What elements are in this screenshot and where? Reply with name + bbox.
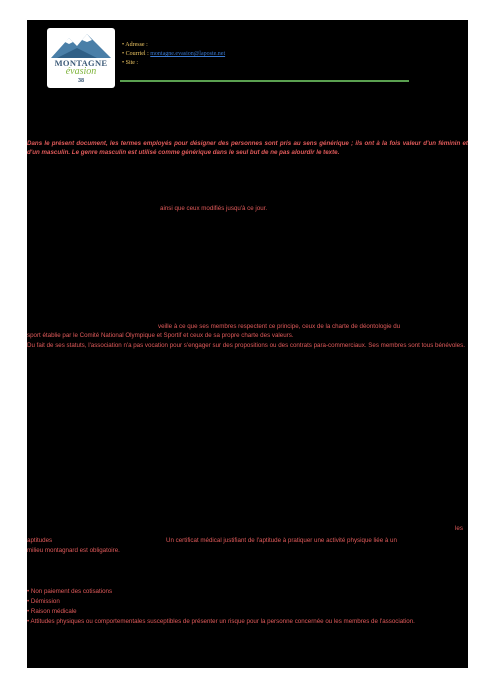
bullet-demission: • Démission [27, 598, 60, 605]
bullet-cotisations: • Non paiement des cotisations [27, 588, 113, 595]
aptitudes-text: aptitudes [27, 537, 53, 544]
contact-adresse: • Adresse : [122, 42, 148, 48]
courriel-label: • Courriel : [122, 51, 149, 57]
bullet-attitudes: • Attitudes physiques ou comportementales susceptibles de présenter un risque pour la personne concernée ou les membres de l'association. [27, 618, 415, 625]
logo-number: 38 [77, 78, 85, 84]
certificate-text: Un certificat médical justifiant de l'aptitude à pratiquer une activité physique liée à un [166, 537, 397, 544]
logo-subtitle: évasion [65, 66, 97, 77]
bullet-medical: • Raison médicale [27, 608, 77, 615]
document-page [27, 20, 468, 668]
ethics-line-1: veille à ce que ses membres respectent ce principe, ceux de la charte de déontologie du [158, 323, 401, 330]
header-rule [120, 80, 409, 82]
courriel-link[interactable]: montagne.evasion@laposte.net [150, 51, 226, 57]
ethics-line-2: sport établie par le Comité National Olympique et Sportif et ceux de sa propre charte des valeurs. [27, 332, 294, 339]
mountain-icon [47, 28, 115, 60]
montagne-evasion-logo [47, 28, 115, 88]
contact-site: • Site : [122, 60, 139, 66]
les-text: les [455, 525, 463, 532]
contact-courriel [122, 51, 225, 57]
modified-statutes-text: ainsi que ceux modifiés jusqu'à ce jour. [160, 205, 268, 212]
statutes-paragraph: Du fait de ses statuts, l'association n'a pas vocation pour s'engager sur des propositions ou des contrats para-commerciaux. Ses membres sont tous bénévoles. [27, 342, 465, 349]
generic-terms-notice: Dans le présent document, les termes employés pour désigner des personnes sont pris au sens générique ; ils ont à la fois valeur d'un féminin et d'un masculin. Le genre masculin est utilisé comme générique dans le seul but de ne pas alourdir le texte. [27, 140, 468, 157]
logo-title: MONTAGNE [54, 58, 108, 68]
milieu-text: milieu montagnard est obligatoire. [27, 547, 120, 554]
